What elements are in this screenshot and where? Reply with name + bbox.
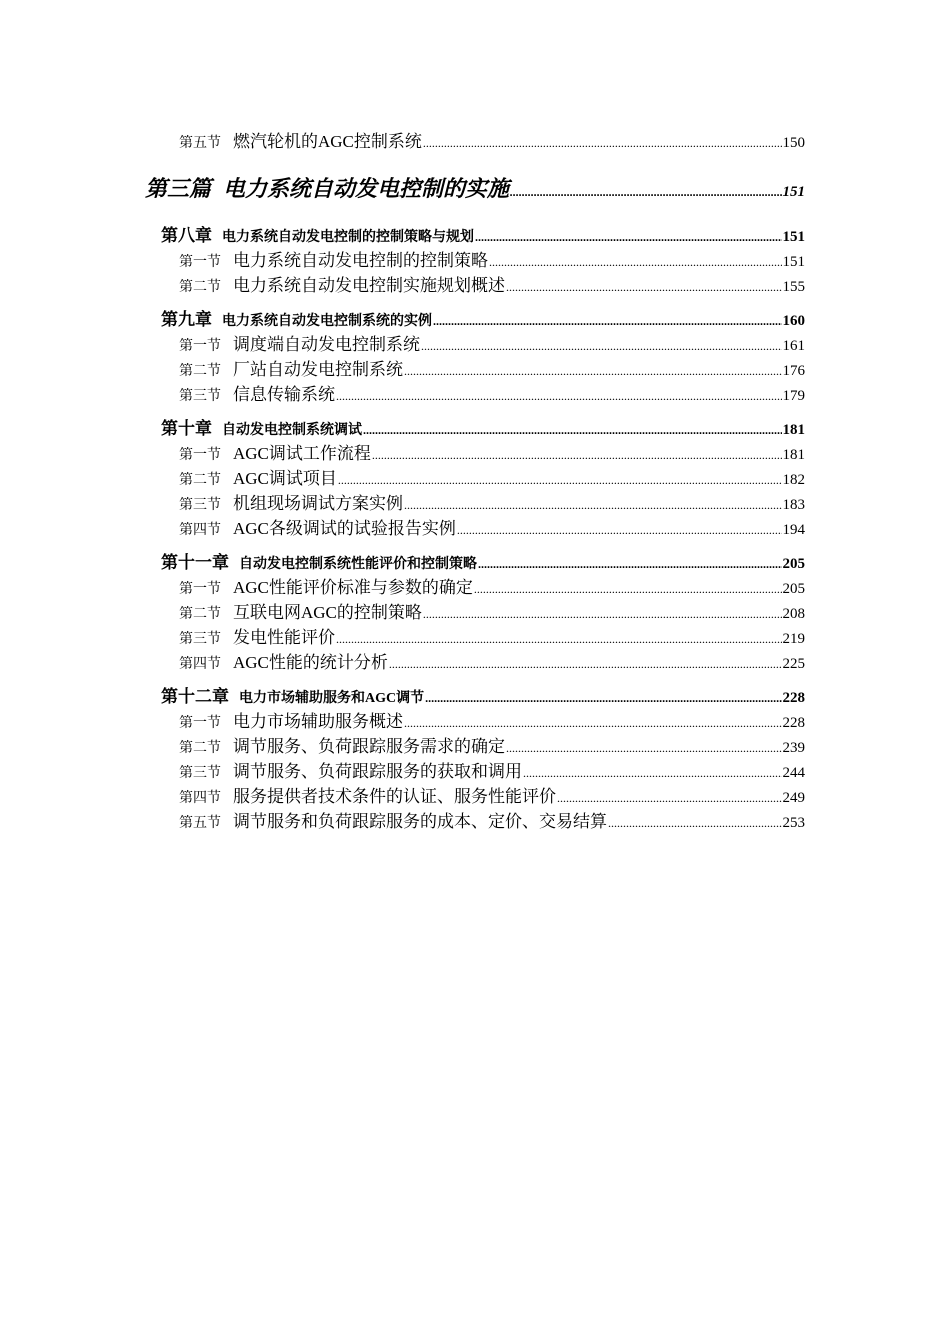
section-title: 燃汽轮机的AGC控制系统 bbox=[233, 132, 422, 151]
toc-section-entry[interactable] bbox=[179, 489, 805, 514]
dot-leader bbox=[421, 339, 782, 354]
section-title: AGC性能评价标准与参数的确定 bbox=[233, 578, 473, 597]
section-label: 第一节 bbox=[179, 255, 221, 270]
section-label: 第一节 bbox=[179, 716, 221, 731]
toc-section-entry[interactable] bbox=[179, 648, 805, 673]
toc-section-entry[interactable] bbox=[179, 757, 805, 782]
section-page-number: 239 bbox=[782, 740, 805, 756]
chapter-page-number: 228 bbox=[782, 690, 805, 706]
dot-leader bbox=[404, 716, 782, 731]
section-title: 信息传输系统 bbox=[233, 385, 335, 404]
toc-section-entry[interactable] bbox=[179, 598, 805, 623]
toc-section-entry[interactable] bbox=[179, 732, 805, 757]
chapter-title: 自动发电控制系统性能评价和控制策略 bbox=[239, 557, 477, 572]
toc-part-entry[interactable] bbox=[145, 172, 805, 203]
toc-section-entry[interactable] bbox=[179, 271, 805, 296]
dot-leader bbox=[523, 766, 782, 781]
dot-leader bbox=[404, 498, 782, 513]
section-title: AGC调试工作流程 bbox=[233, 444, 371, 463]
section-title: 调节服务、负荷跟踪服务需求的确定 bbox=[233, 737, 505, 756]
toc-section-entry[interactable] bbox=[179, 464, 805, 489]
dot-leader bbox=[425, 691, 781, 706]
dot-leader bbox=[404, 364, 782, 379]
section-label: 第三节 bbox=[179, 498, 221, 513]
section-page-number: 219 bbox=[782, 631, 805, 647]
section-page-number: 150 bbox=[782, 135, 805, 151]
section-page-number: 161 bbox=[782, 338, 805, 354]
toc-chapter-entry[interactable] bbox=[161, 221, 805, 246]
toc-section-entry[interactable] bbox=[179, 623, 805, 648]
chapter-label: 第八章 bbox=[161, 226, 212, 245]
chapter-title: 电力系统自动发电控制的控制策略与规划 bbox=[222, 230, 474, 245]
section-page-number: 228 bbox=[782, 715, 805, 731]
dot-leader bbox=[557, 791, 782, 806]
chapter-page-number: 160 bbox=[782, 313, 805, 329]
dot-leader bbox=[474, 582, 782, 597]
section-title: AGC各级调试的试验报告实例 bbox=[233, 519, 456, 538]
toc-chapter-entry[interactable] bbox=[161, 548, 805, 573]
toc-section-entry[interactable] bbox=[179, 573, 805, 598]
toc-section-entry[interactable] bbox=[179, 330, 805, 355]
section-title: AGC调试项目 bbox=[233, 469, 337, 488]
section-label: 第四节 bbox=[179, 791, 221, 806]
section-title: 调节服务、负荷跟踪服务的获取和调用 bbox=[233, 762, 522, 781]
dot-leader bbox=[478, 557, 782, 572]
section-page-number: 183 bbox=[782, 497, 805, 513]
part-page-number: 151 bbox=[782, 184, 805, 200]
section-page-number: 151 bbox=[782, 254, 805, 270]
section-label: 第一节 bbox=[179, 582, 221, 597]
dot-leader bbox=[457, 523, 782, 538]
chapter-label: 第十章 bbox=[161, 419, 212, 438]
chapter-title: 电力系统自动发电控制系统的实例 bbox=[222, 314, 432, 329]
toc-section-entry[interactable] bbox=[179, 807, 805, 832]
dot-leader bbox=[510, 185, 781, 200]
dot-leader bbox=[389, 657, 782, 672]
dot-leader bbox=[423, 136, 782, 151]
section-page-number: 179 bbox=[782, 388, 805, 404]
dot-leader bbox=[338, 473, 782, 488]
part-title: 电力系统自动发电控制的实施 bbox=[223, 176, 510, 201]
section-page-number: 181 bbox=[782, 447, 805, 463]
section-label: 第四节 bbox=[179, 523, 221, 538]
dot-leader bbox=[475, 230, 782, 245]
section-title: 机组现场调试方案实例 bbox=[233, 494, 403, 513]
section-label: 第四节 bbox=[179, 657, 221, 672]
section-label: 第二节 bbox=[179, 741, 221, 756]
dot-leader bbox=[372, 448, 782, 463]
section-title: 互联电网AGC的控制策略 bbox=[233, 603, 422, 622]
dot-leader bbox=[423, 607, 782, 622]
section-page-number: 225 bbox=[782, 656, 805, 672]
chapter-label: 第十一章 bbox=[161, 553, 229, 572]
section-label: 第五节 bbox=[179, 816, 221, 831]
chapter-page-number: 181 bbox=[782, 422, 805, 438]
section-page-number: 176 bbox=[782, 363, 805, 379]
toc-chapter-entry[interactable] bbox=[161, 414, 805, 439]
section-page-number: 253 bbox=[782, 815, 805, 831]
toc-chapter-entry[interactable] bbox=[161, 305, 805, 330]
section-page-number: 244 bbox=[782, 765, 805, 781]
toc-section-entry[interactable] bbox=[179, 127, 805, 152]
section-label: 第三节 bbox=[179, 632, 221, 647]
toc-section-entry[interactable] bbox=[179, 380, 805, 405]
section-title: 电力市场辅助服务概述 bbox=[233, 712, 403, 731]
toc-section-entry[interactable] bbox=[179, 707, 805, 732]
section-page-number: 249 bbox=[782, 790, 805, 806]
chapter-page-number: 151 bbox=[782, 229, 805, 245]
chapter-label: 第十二章 bbox=[161, 687, 229, 706]
section-label: 第一节 bbox=[179, 339, 221, 354]
section-label: 第一节 bbox=[179, 448, 221, 463]
section-label: 第二节 bbox=[179, 364, 221, 379]
section-page-number: 205 bbox=[782, 581, 805, 597]
section-page-number: 155 bbox=[782, 279, 805, 295]
section-title: 调节服务和负荷跟踪服务的成本、定价、交易结算 bbox=[233, 812, 607, 831]
section-label: 第二节 bbox=[179, 280, 221, 295]
dot-leader bbox=[363, 423, 782, 438]
part-label: 第三篇 bbox=[145, 176, 212, 201]
dot-leader bbox=[433, 314, 782, 329]
dot-leader bbox=[489, 255, 782, 270]
toc-section-entry[interactable] bbox=[179, 439, 805, 464]
section-title: AGC性能的统计分析 bbox=[233, 653, 388, 672]
section-title: 厂站自动发电控制系统 bbox=[233, 360, 403, 379]
section-label: 第三节 bbox=[179, 766, 221, 781]
dot-leader bbox=[336, 632, 782, 647]
toc-section-entry[interactable] bbox=[179, 782, 805, 807]
section-title: 电力系统自动发电控制的控制策略 bbox=[233, 251, 488, 270]
toc-section-entry[interactable] bbox=[179, 514, 805, 539]
chapter-title: 自动发电控制系统调试 bbox=[222, 423, 362, 438]
toc-section-entry[interactable] bbox=[179, 355, 805, 380]
chapter-title: 电力市场辅助服务和AGC调节 bbox=[239, 691, 425, 706]
toc-section-entry[interactable] bbox=[179, 246, 805, 271]
chapter-label: 第九章 bbox=[161, 310, 212, 329]
section-label: 第五节 bbox=[179, 136, 221, 151]
section-title: 电力系统自动发电控制实施规划概述 bbox=[233, 276, 505, 295]
section-label: 第三节 bbox=[179, 389, 221, 404]
dot-leader bbox=[506, 280, 782, 295]
section-title: 调度端自动发电控制系统 bbox=[233, 335, 420, 354]
section-page-number: 194 bbox=[782, 522, 805, 538]
dot-leader bbox=[506, 741, 782, 756]
section-page-number: 182 bbox=[782, 472, 805, 488]
dot-leader bbox=[336, 389, 782, 404]
chapter-page-number: 205 bbox=[782, 556, 805, 572]
section-title: 发电性能评价 bbox=[233, 628, 335, 647]
section-page-number: 208 bbox=[782, 606, 805, 622]
toc-chapter-entry[interactable] bbox=[161, 682, 805, 707]
section-label: 第二节 bbox=[179, 473, 221, 488]
dot-leader bbox=[608, 816, 782, 831]
section-label: 第二节 bbox=[179, 607, 221, 622]
section-title: 服务提供者技术条件的认证、服务性能评价 bbox=[233, 787, 556, 806]
